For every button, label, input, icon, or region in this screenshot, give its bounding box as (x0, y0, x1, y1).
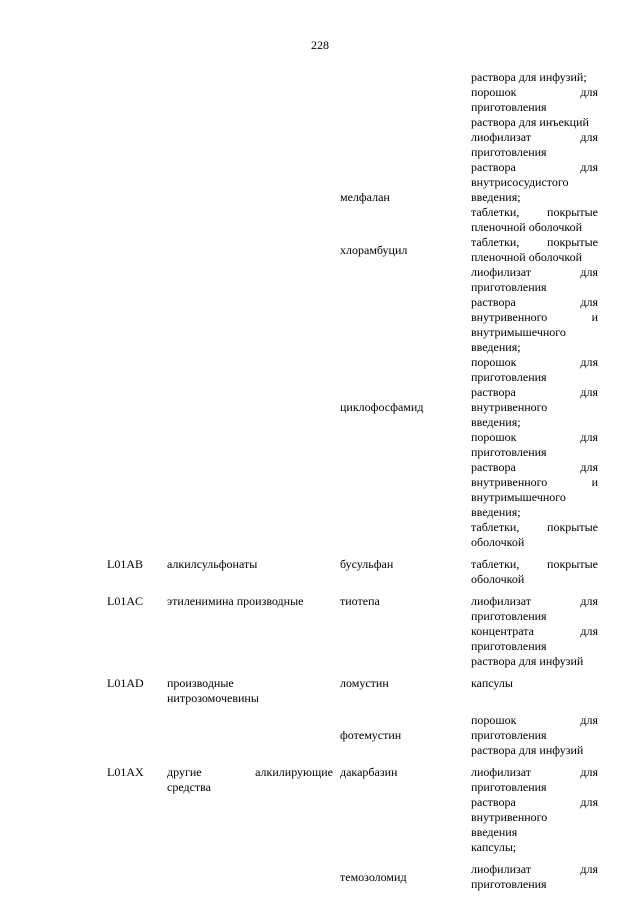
form-line: пленочной оболочкой (471, 220, 583, 234)
form-line (471, 355, 598, 370)
form-line: введения; (471, 505, 521, 519)
drug-name: циклофосфамид (340, 400, 424, 414)
form-line (471, 205, 598, 220)
dosage-form (471, 70, 598, 160)
form-line: капсулы; (471, 840, 517, 854)
form-line: раствора для инфузий; (471, 70, 587, 84)
form-word: внутривенного (471, 310, 548, 324)
form-line: приготовления (471, 445, 547, 459)
form-word: порошок (471, 713, 517, 727)
form-line: оболочкой (471, 572, 525, 586)
form-word: таблетки, (471, 235, 520, 249)
form-line (471, 475, 598, 490)
form-line: приготовления (471, 280, 547, 294)
dosage-form (471, 594, 598, 669)
form-line (471, 765, 598, 780)
drug-name: фотемустин (340, 728, 402, 742)
form-word: для (580, 265, 598, 279)
form-word: покрытые (547, 235, 598, 249)
form-word: для (580, 460, 598, 474)
form-word: покрытые (547, 520, 598, 534)
form-line: оболочкой (471, 535, 525, 549)
form-word: для (580, 795, 598, 809)
form-line (471, 265, 598, 280)
group-word: другие (167, 765, 202, 779)
form-word: порошок (471, 85, 517, 99)
dosage-form (471, 265, 598, 550)
form-word: лиофилизат (471, 594, 532, 608)
dosage-form (471, 862, 598, 892)
form-line (471, 795, 598, 810)
form-line: капсулы (471, 676, 513, 690)
form-line: раствора для инфузий (471, 654, 584, 668)
drug-name: бусульфан (340, 557, 394, 571)
drug-name: тиотепа (340, 594, 380, 608)
form-word: раствора (471, 460, 516, 474)
group-line: производные (167, 676, 234, 690)
form-line (471, 310, 598, 325)
form-word: для (580, 594, 598, 608)
form-line: раствора для инъекций (471, 115, 589, 129)
dosage-form (471, 765, 598, 855)
form-word: и (591, 310, 598, 324)
drug-name: ломустин (340, 676, 389, 690)
form-line: раствора для инфузий (471, 743, 584, 757)
form-word: для (580, 355, 598, 369)
form-line: пленочной оболочкой (471, 250, 583, 264)
form-word: и (591, 475, 598, 489)
drug-name: хлорамбуцил (340, 243, 408, 257)
form-line (471, 557, 598, 572)
form-line: приготовления (471, 609, 547, 623)
form-word: раствора (471, 295, 516, 309)
form-line: приготовления (471, 877, 547, 891)
form-line (471, 520, 598, 535)
form-line (471, 295, 598, 310)
form-word: раствора (471, 795, 516, 809)
form-line: введения; (471, 340, 521, 354)
form-word: для (580, 430, 598, 444)
dosage-form (471, 160, 598, 235)
form-word: раствора (471, 385, 516, 399)
form-word: для (580, 295, 598, 309)
form-line (471, 460, 598, 475)
form-word: для (580, 160, 598, 174)
form-line: приготовления (471, 370, 547, 384)
form-line: приготовления (471, 728, 547, 742)
dosage-form (471, 676, 598, 691)
form-word: внутривенного (471, 475, 548, 489)
page-number: 228 (311, 38, 329, 52)
atc-code: L01AD (107, 676, 144, 690)
form-line (471, 862, 598, 877)
form-line (471, 385, 598, 400)
group-line: алкилсульфонаты (167, 557, 258, 571)
group-word: алкилирующие (255, 765, 333, 779)
form-line (471, 624, 598, 639)
form-word: порошок (471, 355, 517, 369)
form-word: для (580, 713, 598, 727)
form-word: для (580, 624, 598, 638)
group-line: нитрозомочевины (167, 691, 259, 705)
anatomical-group (167, 594, 333, 609)
form-line: внутривенного (471, 810, 548, 824)
form-line: внутримышечного (471, 325, 566, 339)
form-word: раствора (471, 160, 516, 174)
form-line: приготовления (471, 100, 547, 114)
group-line (167, 765, 333, 780)
form-line: внутримышечного (471, 490, 566, 504)
form-line (471, 713, 598, 728)
form-line: введения; (471, 190, 521, 204)
form-word: таблетки, (471, 520, 520, 534)
form-line: введения (471, 825, 518, 839)
form-word: покрытые (547, 557, 598, 571)
drug-name: темозоломид (340, 870, 407, 884)
atc-code: L01AB (107, 557, 143, 571)
atc-code: L01AX (107, 765, 144, 779)
form-word: таблетки, (471, 205, 520, 219)
form-word: для (580, 385, 598, 399)
dosage-form (471, 557, 598, 587)
drug-name: мелфалан (340, 190, 390, 204)
form-word: для (580, 85, 598, 99)
form-line: приготовления (471, 145, 547, 159)
form-word: концентрата (471, 624, 534, 638)
form-word: для (580, 862, 598, 876)
anatomical-group (167, 557, 333, 572)
form-word: лиофилизат (471, 862, 532, 876)
dosage-form (471, 235, 598, 265)
anatomical-group (167, 676, 333, 706)
anatomical-group (167, 765, 333, 795)
form-word: для (580, 765, 598, 779)
form-line (471, 160, 598, 175)
form-word: таблетки, (471, 557, 520, 571)
drug-name: дакарбазин (340, 765, 398, 779)
group-line: средства (167, 780, 212, 794)
form-line (471, 85, 598, 100)
form-line: внутривенного (471, 400, 548, 414)
form-word: для (580, 130, 598, 144)
form-line (471, 235, 598, 250)
form-line: приготовления (471, 780, 547, 794)
dosage-form (471, 713, 598, 758)
group-line: этиленимина производные (167, 594, 304, 608)
form-line: приготовления (471, 639, 547, 653)
form-line (471, 430, 598, 445)
form-word: порошок (471, 430, 517, 444)
form-word: покрытые (547, 205, 598, 219)
form-line: введения; (471, 415, 521, 429)
form-line (471, 130, 598, 145)
form-word: лиофилизат (471, 265, 532, 279)
atc-code: L01AC (107, 594, 143, 608)
form-line: внутрисосудистого (471, 175, 569, 189)
form-word: лиофилизат (471, 765, 532, 779)
form-line (471, 594, 598, 609)
form-word: лиофилизат (471, 130, 532, 144)
